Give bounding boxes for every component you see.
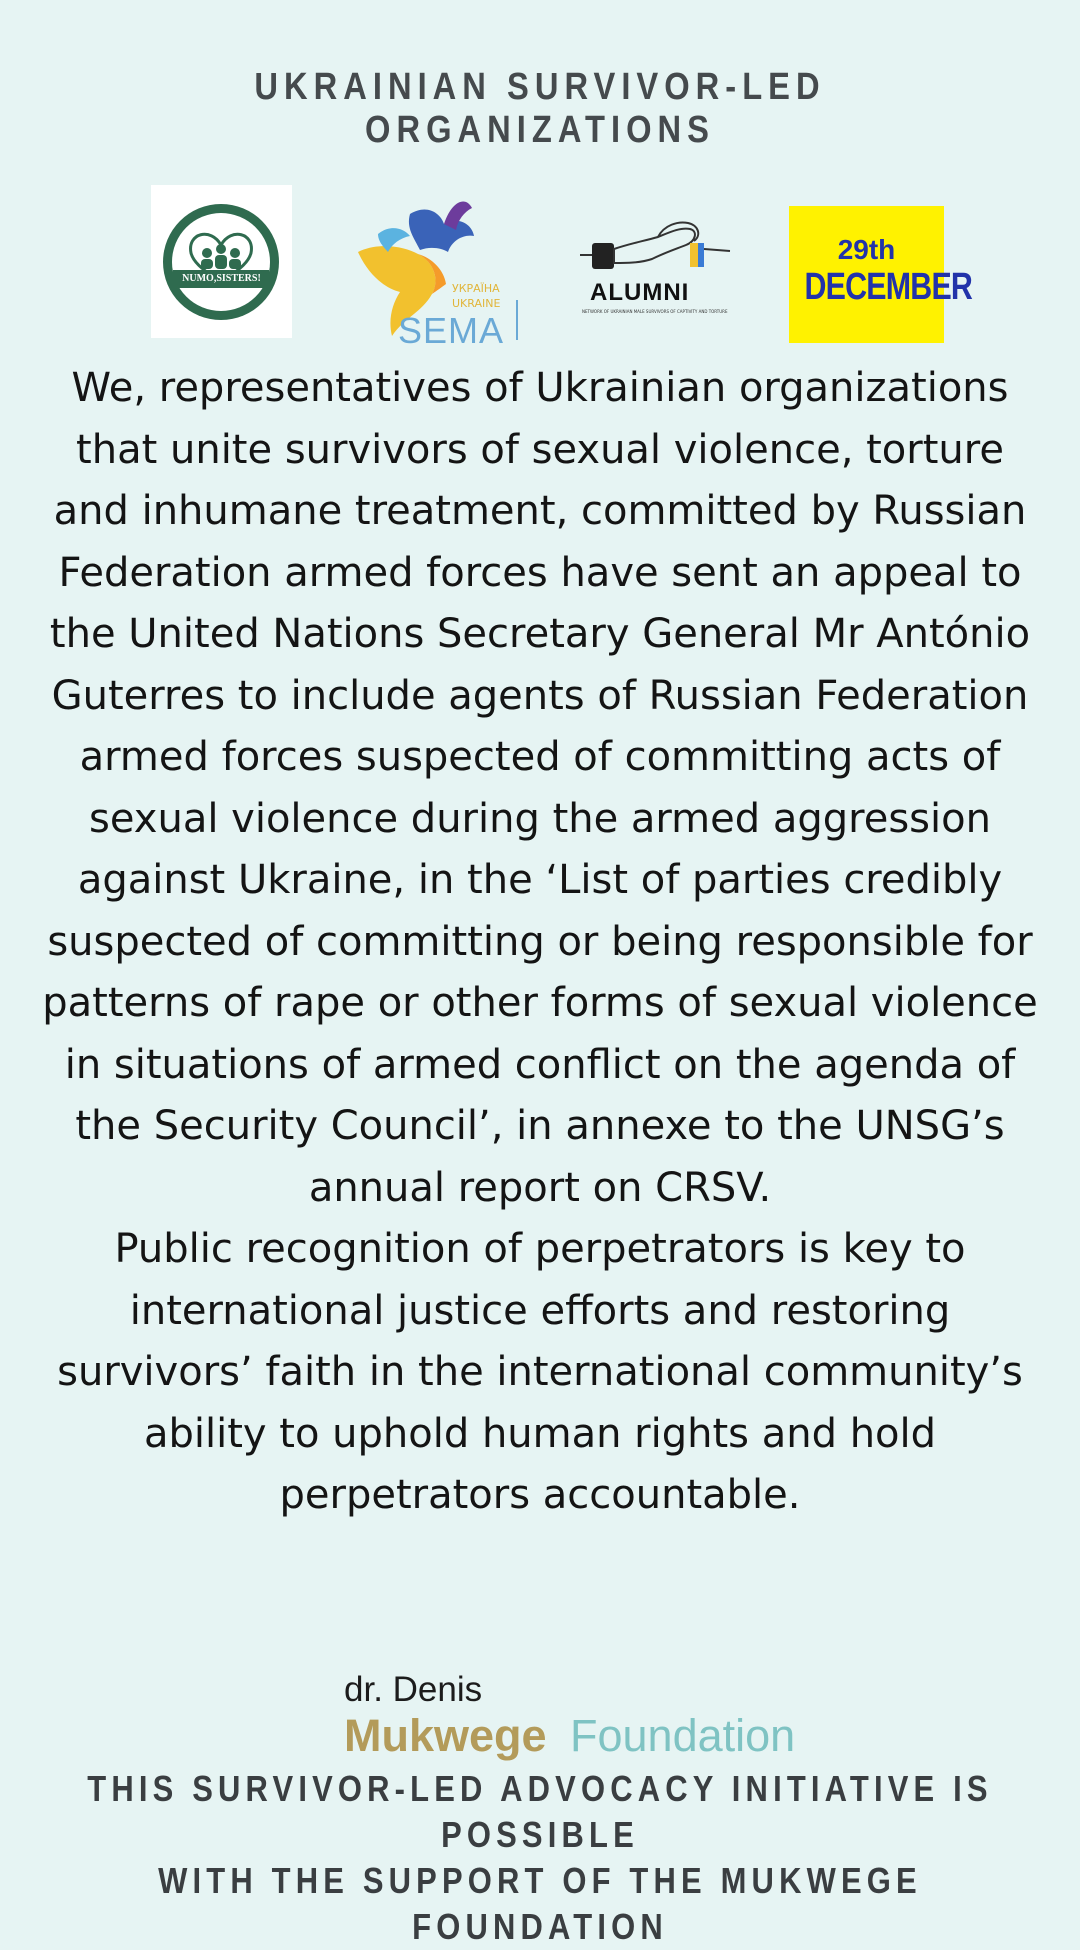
december-month: DECEMBER <box>804 266 973 308</box>
sema-ukraine-latin: UKRAINE <box>452 297 501 310</box>
december-29-logo <box>789 206 973 343</box>
handshake-icon <box>580 213 732 283</box>
foundation-word: Foundation <box>570 1710 796 1761</box>
support-note-line1: THIS SURVIVOR-LED ADVOCACY INITIATIVE IS POSSIBLE <box>87 1768 993 1855</box>
sema-wordmark: SEMA <box>398 310 505 351</box>
appeal-paragraph: We, representatives of Ukrainian organizations that unite survivors of sexual violence, torture and inhumane treatment, committed by Russian Federation armed forces have sent an appeal to the United Nations Secretary General Mr António Guterres to include agents of Russian Federation armed forces suspected of committing acts of sexual violence during the armed aggression against Ukraine, in the ‘List of parties credibly suspected of committing or being responsible for patterns of rape or other forms of sexual violence in situations of armed conflict on the agenda of the Security Council’, in annexe to the UNSG’s annual report on CRSV. <box>42 365 1038 1211</box>
partner-logos <box>0 180 1080 350</box>
support-note <box>76 1766 1005 1950</box>
sema-ukraine-cyrillic: УКРАЇНА <box>452 282 500 295</box>
sema-ukraine-logo <box>348 194 523 351</box>
alumni-wordmark: ALUMNI <box>590 279 690 306</box>
alumni-logo <box>580 213 732 323</box>
recognition-paragraph: Public recognition of perpetrators is key to international justice efforts and restoring survivors’ faith in the international community’s ability to uphold human rights and hold perpetrators accountable. <box>57 1226 1023 1518</box>
foundation-dr-denis: dr. Denis <box>344 1670 483 1709</box>
alumni-subtitle: NETWORK OF UKRAINIAN MALE SURVIVORS OF CAPTIVITY AND TORTURE <box>582 309 728 314</box>
numo-sisters-logo <box>151 185 292 338</box>
sema-divider <box>516 300 518 340</box>
appeal-text <box>40 358 1040 1527</box>
support-note-line2: WITH THE SUPPORT OF THE MUKWEGE FOUNDATION <box>158 1860 922 1947</box>
numo-sisters-emblem <box>151 185 292 338</box>
page-title: UKRAINIAN SURVIVOR-LED ORGANIZATIONS <box>254 66 826 151</box>
numo-sisters-label: NUMO,SISTERS! <box>182 273 261 284</box>
foundation-mukwege: Mukwege <box>344 1710 547 1761</box>
mukwege-foundation-logo <box>344 1670 804 1770</box>
december-date: 29th <box>837 234 896 265</box>
